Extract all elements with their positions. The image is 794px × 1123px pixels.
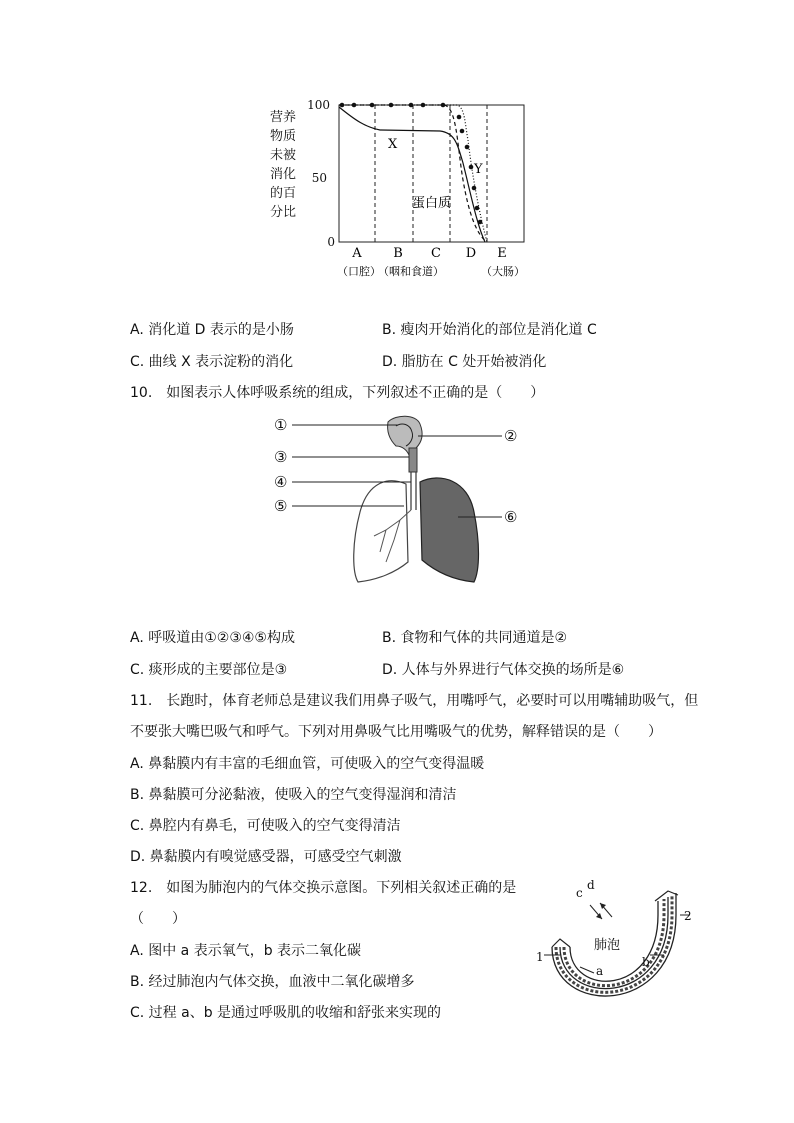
- alveolus-svg: [530, 875, 700, 1025]
- curve-protein: [339, 105, 487, 242]
- q11-option-b: B. 鼻黏膜可分泌黏液，使吸入的空气变得湿润和清洁: [130, 787, 457, 803]
- label-6: ⑥: [504, 508, 518, 526]
- respiratory-system-svg: [268, 412, 530, 587]
- curve-y-point: [340, 103, 345, 108]
- ylabel-line: 营养: [270, 110, 297, 125]
- curve-y-point: [389, 103, 394, 108]
- q10-stem: 10. 如图表示人体呼吸系统的组成，下列叙述不正确的是（ ）: [130, 385, 545, 401]
- curve-y-point: [421, 103, 426, 108]
- q12-option-a: A. 图中 a 表示氧气，b 表示二氧化碳: [130, 943, 362, 959]
- larynx-shape: [409, 448, 417, 472]
- q12-stem: 12. 如图为肺泡内的气体交换示意图。下列相关叙述正确的是: [130, 880, 517, 896]
- curve-y-point: [460, 129, 465, 134]
- segment-note: （口腔）: [337, 265, 381, 278]
- label-2: 2: [684, 909, 692, 923]
- right-lung-shape: [420, 478, 479, 582]
- label-b: b: [642, 955, 650, 969]
- q11-stem-line1: 11. 长跑时，体育老师总是建议我们用鼻子吸气，用嘴呼气，必要时可以用嘴辅助吸气，但: [130, 693, 699, 709]
- curve-label-y: Y: [474, 162, 483, 177]
- curve-y-point: [457, 115, 462, 120]
- curve-label-protein: 蛋白质: [412, 196, 452, 211]
- label-2: ②: [504, 427, 518, 445]
- segment-label: C: [431, 246, 441, 261]
- label-1: 1: [536, 950, 544, 964]
- q10-option-c: C. 痰形成的主要部位是③: [130, 662, 288, 678]
- curve-y-point: [469, 165, 474, 170]
- curve-y: [339, 105, 487, 242]
- q10-option-d: D. 人体与外界进行气体交换的场所是⑥: [382, 662, 625, 678]
- segment-label: D: [465, 246, 477, 261]
- q12-paren: （ ）: [130, 911, 186, 927]
- segment-note: （大肠）: [481, 265, 525, 278]
- curve-y-point: [472, 186, 477, 191]
- ylabel-line: 未被: [270, 148, 297, 163]
- curve-label-x: X: [388, 137, 398, 152]
- q11-option-c: C. 鼻腔内有鼻毛，可使吸入的空气变得清洁: [130, 818, 401, 834]
- curve-y-point: [370, 103, 375, 108]
- ylabel-line: 物质: [270, 129, 297, 144]
- curve-y-point: [352, 103, 357, 108]
- ylabel-line: 的百: [270, 186, 297, 201]
- curve-y-point: [409, 103, 414, 108]
- q12-option-c: C. 过程 a、b 是通过呼吸肌的收缩和舒张来实现的: [130, 1005, 442, 1021]
- label-4: ④: [274, 473, 288, 491]
- q9-option-b: B. 瘦肉开始消化的部位是消化道 C: [382, 322, 597, 338]
- q10-option-b: B. 食物和气体的共同通道是②: [382, 630, 568, 646]
- alveolus-label: 肺泡: [594, 938, 621, 953]
- ylabel-line: 消化: [270, 167, 297, 182]
- curve-y-point: [465, 145, 470, 150]
- curve-x: [339, 107, 485, 242]
- y-tick-label: 0: [327, 235, 335, 249]
- y-tick-label: 50: [311, 171, 327, 185]
- label-c: c: [576, 886, 583, 900]
- label-1: ①: [274, 416, 288, 434]
- digestion-chart: [265, 95, 545, 289]
- segment-label: A: [352, 246, 362, 261]
- curve-y-point: [441, 103, 446, 108]
- label-3: ③: [274, 448, 288, 466]
- segment-label: E: [497, 246, 507, 261]
- q9-option-a: A. 消化道 D 表示的是小肠: [130, 322, 294, 338]
- left-lung-shape: [354, 481, 408, 582]
- label-5: ⑤: [274, 497, 288, 515]
- y-tick-label: 100: [307, 98, 330, 112]
- q11-option-a: A. 鼻黏膜内有丰富的毛细血管，可使吸入的空气变得温暖: [130, 756, 485, 772]
- q9-option-c: C. 曲线 X 表示淀粉的消化: [130, 354, 294, 370]
- curve-y-point: [475, 206, 480, 211]
- bronchi-lines: [374, 510, 411, 562]
- digestion-chart-svg: [265, 95, 545, 285]
- ylabel-line: 分比: [270, 205, 297, 220]
- q11-option-d: D. 鼻黏膜内有嗅觉感受器，可感受空气刺激: [130, 849, 402, 865]
- label-d: d: [587, 878, 595, 892]
- q11-stem-line2: 不要张大嘴巴吸气和呼气。下列对用鼻吸气比用嘴吸气的优势，解释错误的是（ ）: [130, 724, 662, 740]
- q10-option-a: A. 呼吸道由①②③④⑤构成: [130, 630, 295, 646]
- respiratory-system-diagram: [268, 412, 530, 591]
- q12-option-b: B. 经过肺泡内气体交换，血液中二氧化碳增多: [130, 974, 415, 990]
- segment-label: B: [393, 246, 403, 261]
- curve-y-point: [478, 220, 483, 225]
- q9-option-d: D. 脂肪在 C 处开始被消化: [382, 354, 547, 370]
- label-a: a: [596, 964, 604, 978]
- segment-note: （咽和食道）: [378, 265, 444, 278]
- alveolus-diagram: [530, 875, 700, 1029]
